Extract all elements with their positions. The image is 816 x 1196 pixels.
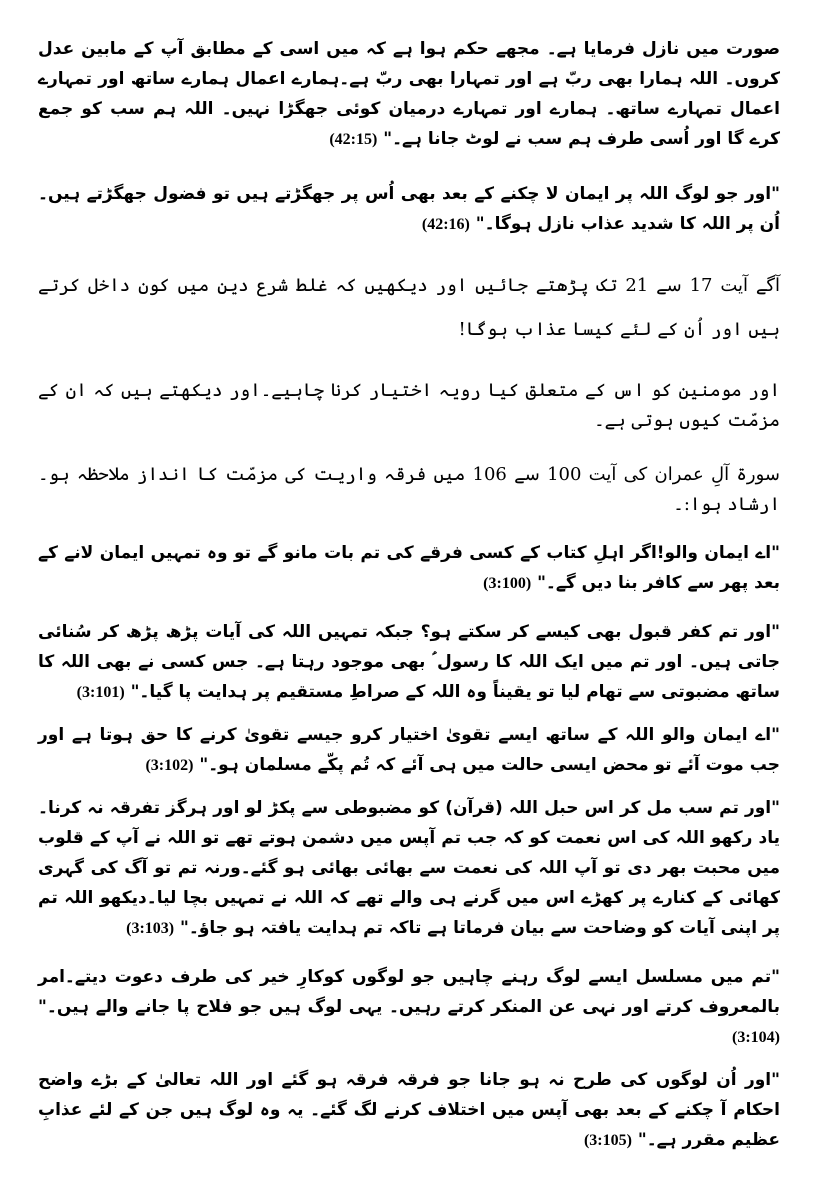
verse-reference: (3:104) (732, 1029, 780, 1046)
paragraph-text: سورۃ آلِ عمران کی آیت 100 سے 106 میں فرقہ واریت کی مزمّت کا انداز ملاحظہ ہو۔ارشاد ہوا:۔ (38, 464, 780, 515)
paragraph-quran-3-101 (38, 617, 780, 708)
verse-reference: (3:101) (76, 684, 125, 701)
paragraph-quran-42-16 (38, 179, 780, 240)
paragraph-spacer (38, 520, 780, 538)
paragraph-spacer (38, 599, 780, 617)
paragraph-quran-3-103 (38, 793, 780, 944)
paragraph-spacer (38, 155, 780, 179)
paragraph-spacer (38, 352, 780, 376)
paragraph-spacer (38, 781, 780, 793)
paragraph-text: "اور اُن لوگوں کی طرح نہ ہو جانا جو فرقہ فرقہ ہو گئے اور اللہ تعالیٰ کے بڑے واضح احکام آ چکنے کے بعد بھی آپس میں اختلاف کرنے لگ گئے۔ یہ وہ لوگ ہیں جن کے لئے عذابِ عظیم مقرر ہے۔" (38, 1070, 780, 1150)
paragraph-text: "اے ایمان والو اللہ کے ساتھ ایسے تقویٰ اختیار کرو جیسے تقویٰ کرنے کا حق ہوتا ہے اور جب موت آئے تو محض ایسی حالت میں ہی آئے کہ تُم پکّے مسلمان ہو۔" (38, 725, 780, 775)
paragraph-quran-3-104 (38, 962, 780, 1053)
paragraph-commentary-momineen (38, 376, 780, 436)
paragraph-spacer (38, 240, 780, 264)
paragraph-text: "اور تم سب مل کر اس حبل اللہ (قرآن) کو مضبوطی سے پکڑ لو اور ہرگز تفرقہ نہ کرنا۔یاد رکھو اللہ کی اس نعمت کو کہ جب تم آپس میں دشمن ہوتے تھے تو اللہ نے آپ کے قلوب میں محبت بھر دی تو آپ اللہ کی نعمت سے بھائی بھائی ہو گئے۔ورنہ تم تو آگ کی گہری کھائی کے کنارے پر کھڑے اس میں گرنے ہی والے تھے کہ اللہ نے تمہیں بچا لیا۔دیکھو اللہ تم پر اپنی آیات کو وضاحت سے بیان فرماتا ہے تاکہ تم ہدایت یافتہ ہو جاؤ۔" (38, 798, 780, 938)
paragraph-quran-3-105 (38, 1065, 780, 1156)
paragraph-text: آگے آیت 17 سے 21 تک پڑھتے جائیں اور دیکھیں کہ غلط شرع دین میں کون داخل کرتے ہیں اور اُن کے لئے کیسا عذاب ہوگا! (38, 275, 781, 340)
paragraph-text: صورت میں نازل فرمایا ہے۔ مجھے حکم ہوا ہے کہ میں اسی کے مطابق آپ کے مابین عدل کروں۔ اللہ ہمارا بھی ربّ ہے اور تمہارا بھی ربّ ہے۔ہمارے اعمال ہمارے ساتھ اور تمہارے اعمال تمہارے ساتھ۔ ہمارے اور تمہارے درمیان کوئی جھگڑا نہیں۔ اللہ ہم سب کو جمع کرے گا اور اُسی طرف ہم سب نے لوٹ جانا ہے۔" (38, 39, 780, 149)
paragraph-quran-3-102 (38, 720, 780, 781)
paragraph-spacer (38, 944, 780, 962)
paragraph-spacer (38, 436, 780, 460)
verse-reference: (3:100) (483, 575, 532, 592)
paragraph-spacer (38, 1053, 780, 1065)
verse-reference: (3:105) (583, 1132, 632, 1149)
paragraph-text: "تم میں مسلسل ایسے لوگ رہنے چاہیں جو لوگوں کوکارِ خیر کی طرف دعوت دیتے۔امر بالمعروف کرتے اور نہی عن المنکر کرتے رہیں۔ یہی لوگ ہیں جو فلاح پا جانے والے ہیں۔" (38, 967, 780, 1017)
paragraph-quran-3-100 (38, 538, 780, 599)
paragraph-commentary-al-imran (38, 460, 780, 520)
paragraph-quran-42-15 (38, 34, 780, 155)
paragraph-text: "اے ایمان والو!اگر اہلِ کتاب کے کسی فرقے کی تم بات مانو گے تو وہ تمہیں ایمان لانے کے بعد پھر سے کافر بنا دیں گے۔" (38, 543, 780, 593)
verse-reference: (42:15) (329, 131, 378, 148)
paragraph-text: اور مومنین کو اس کے متعلق کیا رویہ اختیار کرنا چاہیے۔اور دیکھتے ہیں کہ ان کے مزمّت کیوں ہوتی ہے۔ (38, 380, 780, 431)
paragraph-spacer (38, 708, 780, 720)
paragraph-commentary-17-21 (38, 264, 780, 352)
verse-reference: (42:16) (421, 216, 470, 233)
paragraph-text: "اور تم کفر قبول بھی کیسے کر سکتے ہو؟ جبکہ تمہیں اللہ کی آیات پڑھ پڑھ کر سُنائی جاتی ہیں۔ اور تم میں ایک اللہ کا رسول ؑ بھی موجود رہتا ہے۔ جس کسی نے بھی اللہ کا ساتھ مضبوتی سے تھام لیا تو یقیناً وہ اللہ کے صراطِ مستقیم پر ہدایت پا گیا۔" (38, 622, 780, 702)
verse-reference: (3:103) (126, 920, 175, 937)
paragraph-text: "اور جو لوگ اللہ پر ایمان لا چکنے کے بعد بھی اُس پر جھگڑتے ہیں تو فضول جھگڑتے ہیں۔ اُن پر اللہ کا شدید عذاب نازل ہوگا۔" (38, 184, 780, 234)
verse-reference: (3:102) (145, 757, 194, 774)
